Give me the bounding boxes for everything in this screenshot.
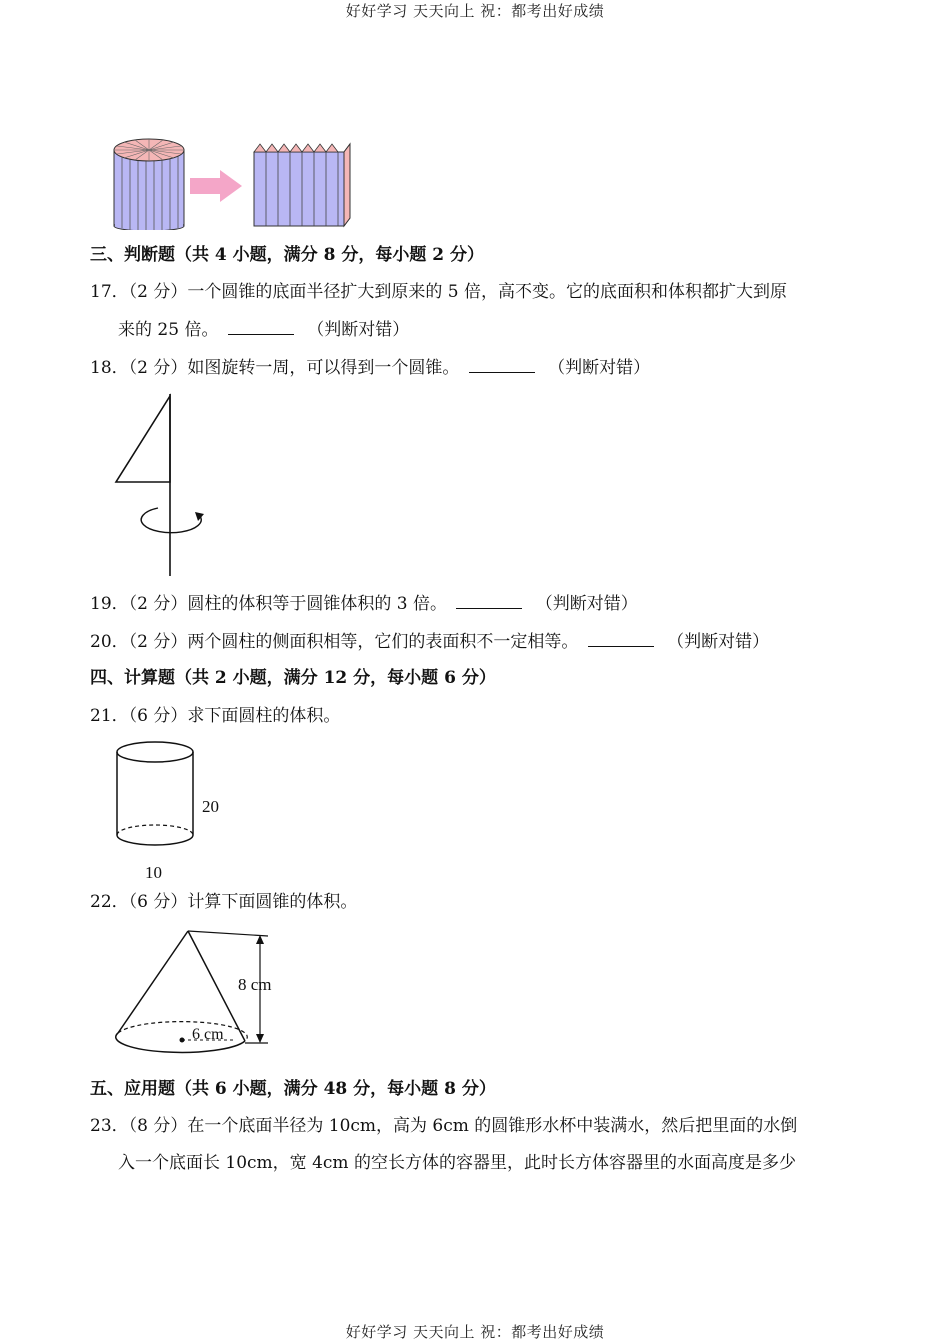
question-20-suffix: （判断对错） bbox=[667, 632, 770, 652]
cone-figure bbox=[108, 924, 278, 1060]
cone-radius-label: 6 cm bbox=[192, 1026, 224, 1043]
rotation-arrow-icon bbox=[141, 508, 201, 533]
question-19-text: 19．（2 分）圆柱的体积等于圆锥体积的 3 倍。 bbox=[90, 594, 447, 614]
cone-height-label: 8 cm bbox=[238, 975, 272, 994]
page-header: 好好学习 天天向上 祝：都考出好成绩 bbox=[345, 2, 605, 20]
answer-blank-20[interactable] bbox=[588, 630, 654, 647]
question-17-line-2 bbox=[118, 318, 409, 341]
answer-blank-17[interactable] bbox=[228, 318, 294, 335]
right-triangle bbox=[116, 396, 170, 482]
sliced-cylinder bbox=[114, 139, 184, 230]
question-22: 22．（6 分）计算下面圆锥的体积。 bbox=[90, 892, 358, 912]
cylinder-diameter-label: 10 bbox=[145, 863, 162, 882]
cylinder-figure bbox=[108, 738, 238, 883]
question-20 bbox=[90, 630, 769, 653]
question-18-suffix: （判断对错） bbox=[548, 358, 651, 378]
question-21: 21．（6 分）求下面圆柱的体积。 bbox=[90, 706, 341, 726]
section-4-title: 四、计算题（共 2 小题，满分 12 分，每小题 6 分） bbox=[90, 668, 496, 688]
question-17-text: 来的 25 倍。 bbox=[118, 320, 219, 340]
question-19 bbox=[90, 592, 638, 615]
page-footer: 好好学习 天天向上 祝：都考出好成绩 bbox=[345, 1323, 605, 1341]
question-18-text: 18．（2 分）如图旋转一周，可以得到一个圆锥。 bbox=[90, 358, 460, 378]
section-5-title: 五、应用题（共 6 小题，满分 48 分，每小题 8 分） bbox=[90, 1079, 496, 1099]
right-arrow-icon bbox=[190, 170, 242, 202]
rotating-triangle-figure bbox=[108, 390, 218, 580]
answer-blank-18[interactable] bbox=[469, 356, 535, 373]
question-23-line-2: 入一个底面长 10cm，宽 4cm 的空长方体的容器里，此时长方体容器里的水面高度是多少 bbox=[118, 1153, 796, 1173]
question-17-suffix: （判断对错） bbox=[307, 320, 410, 340]
rearranged-prism bbox=[254, 144, 350, 226]
answer-blank-19[interactable] bbox=[456, 592, 522, 609]
question-19-suffix: （判断对错） bbox=[535, 594, 638, 614]
section-3-title: 三、判断题（共 4 小题，满分 8 分，每小题 2 分） bbox=[90, 245, 484, 265]
cylinder-height-label: 20 bbox=[202, 797, 219, 816]
question-23-line-1: 23．（8 分）在一个底面半径为 10cm，高为 6cm 的圆锥形水杯中装满水，然后把里面的水倒 bbox=[90, 1116, 798, 1136]
question-20-text: 20．（2 分）两个圆柱的侧面积相等，它们的表面积不一定相等。 bbox=[90, 632, 579, 652]
question-17-line-1: 17．（2 分）一个圆锥的底面半径扩大到原来的 5 倍，高不变。它的底面积和体积都扩大到原 bbox=[90, 282, 787, 302]
cylinder-dissection-figure bbox=[108, 138, 358, 230]
question-18 bbox=[90, 356, 650, 379]
